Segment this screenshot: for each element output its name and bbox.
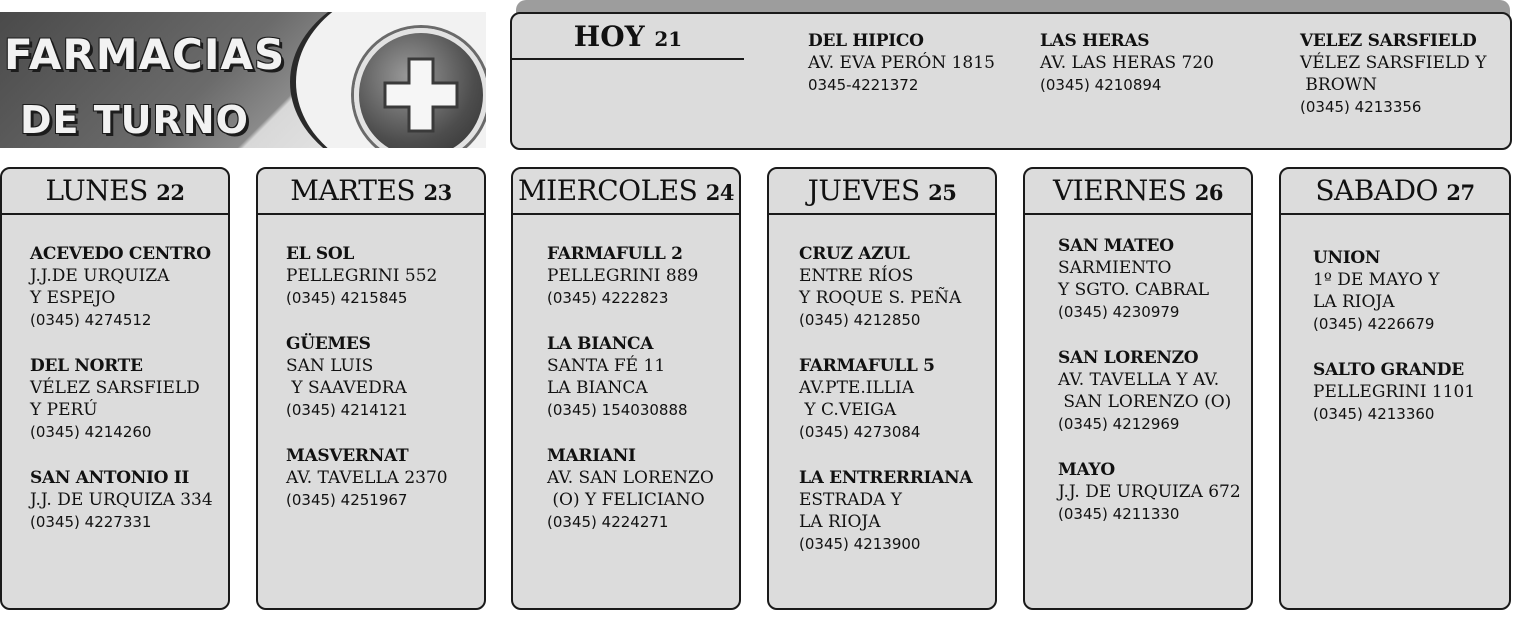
pharmacy-address-line: PELLEGRINI 552 bbox=[286, 266, 438, 286]
pharmacy-address-line: Y SAAVEDRA bbox=[286, 378, 407, 398]
pharmacy-entry bbox=[799, 355, 995, 443]
pharmacy-name: LA BIANCA bbox=[547, 334, 654, 354]
day-column-miercoles bbox=[511, 167, 741, 610]
pharmacy-address-line: AV. TAVELLA Y AV. bbox=[1058, 370, 1220, 390]
pharmacy-address-line: Y ESPEJO bbox=[30, 288, 116, 308]
pharmacy-phone: (0345) 4210894 bbox=[1040, 76, 1162, 94]
pharmacy-entry bbox=[30, 467, 228, 533]
pharmacy-phone: (0345) 4212850 bbox=[799, 311, 921, 329]
pharmacy-address-line: VÉLEZ SARSFIELD Y bbox=[1300, 53, 1487, 73]
pharmacy-address-line: LA BIANCA bbox=[547, 378, 648, 398]
pharmacy-list bbox=[2, 215, 228, 533]
today-pharmacy bbox=[808, 30, 1018, 96]
pharmacy-entry bbox=[286, 445, 484, 511]
pharmacy-entry bbox=[799, 467, 995, 555]
pharmacy-name: LA ENTRERRIANA bbox=[799, 468, 973, 488]
pharmacy-phone: (0345) 4251967 bbox=[286, 491, 408, 509]
pharmacy-entry bbox=[286, 333, 484, 421]
day-heading bbox=[1281, 169, 1509, 215]
pharmacy-address-line: J.J. DE URQUIZA 334 bbox=[30, 490, 213, 510]
medical-cross-icon bbox=[354, 28, 486, 148]
logo-title-line2: DE TURNO bbox=[20, 98, 249, 142]
pharmacy-name: EL SOL bbox=[286, 244, 355, 264]
pharmacy-phone: (0345) 4222823 bbox=[547, 289, 669, 307]
pharmacy-phone: (0345) 4273084 bbox=[799, 423, 921, 441]
pharmacy-phone: (0345) 4212969 bbox=[1058, 415, 1180, 433]
pharmacy-address-line: (O) Y FELICIANO bbox=[547, 490, 705, 510]
pharmacy-name: DEL NORTE bbox=[30, 356, 143, 376]
pharmacy-name: LAS HERAS bbox=[1040, 31, 1150, 51]
pharmacy-name: UNION bbox=[1313, 248, 1381, 268]
pharmacy-address-line: LA RIOJA bbox=[1313, 292, 1395, 312]
day-number: 24 bbox=[705, 180, 734, 205]
pharmacy-name: DEL HIPICO bbox=[808, 31, 924, 51]
today-pharmacy bbox=[1300, 30, 1510, 118]
pharmacy-entry bbox=[30, 355, 228, 443]
day-label: MARTES bbox=[290, 174, 416, 207]
pharmacy-name: ACEVEDO CENTRO bbox=[30, 244, 211, 264]
pharmacy-address-line: SARMIENTO bbox=[1058, 258, 1172, 278]
pharmacy-list bbox=[1025, 215, 1251, 525]
pharmacy-phone: (0345) 4226679 bbox=[1313, 315, 1435, 333]
day-column-lunes bbox=[0, 167, 230, 610]
pharmacy-entry bbox=[1313, 359, 1509, 425]
pharmacy-address-line: PELLEGRINI 889 bbox=[547, 266, 699, 286]
today-heading bbox=[512, 20, 744, 53]
pharmacy-name: MARIANI bbox=[547, 446, 636, 466]
today-day-number: 21 bbox=[654, 27, 683, 51]
day-heading bbox=[2, 169, 228, 215]
pharmacy-phone: (0345) 4227331 bbox=[30, 513, 152, 531]
pharmacy-phone: (0345) 4274512 bbox=[30, 311, 152, 329]
pharmacy-address-line: Y ROQUE S. PEÑA bbox=[799, 288, 962, 308]
pharmacy-address-line: AV. EVA PERÓN 1815 bbox=[808, 53, 995, 73]
pharmacy-phone: (0345) 4224271 bbox=[547, 513, 669, 531]
header-logo bbox=[0, 12, 486, 148]
day-heading bbox=[769, 169, 995, 215]
pharmacy-entry bbox=[799, 243, 995, 331]
day-label: SABADO bbox=[1315, 174, 1438, 207]
day-column-martes bbox=[256, 167, 486, 610]
pharmacy-name: MAYO bbox=[1058, 460, 1115, 480]
pharmacy-entry bbox=[547, 333, 739, 421]
day-number: 26 bbox=[1194, 180, 1224, 205]
pharmacy-address-line: LA RIOJA bbox=[799, 512, 881, 532]
today-pharmacy bbox=[1040, 30, 1250, 96]
pharmacy-entry bbox=[547, 445, 739, 533]
pharmacy-entry bbox=[1313, 247, 1509, 335]
pharmacy-name: GÜEMES bbox=[286, 334, 371, 354]
pharmacy-list bbox=[769, 215, 995, 555]
pharmacy-address-line: Y PERÚ bbox=[30, 400, 98, 420]
pharmacy-phone: (0345) 4211330 bbox=[1058, 505, 1180, 523]
day-label: MIERCOLES bbox=[518, 174, 698, 207]
day-heading bbox=[258, 169, 484, 215]
pharmacy-list bbox=[258, 215, 484, 511]
day-column-jueves bbox=[767, 167, 997, 610]
pharmacy-phone: (0345) 154030888 bbox=[547, 401, 688, 419]
pharmacy-name: SALTO GRANDE bbox=[1313, 360, 1464, 380]
logo-title-line1: FARMACIAS bbox=[4, 30, 286, 79]
pharmacy-entry bbox=[1058, 235, 1251, 323]
day-number: 23 bbox=[423, 180, 452, 205]
day-column-sabado bbox=[1279, 167, 1511, 610]
day-heading bbox=[513, 169, 739, 215]
pharmacy-list bbox=[1281, 215, 1509, 425]
day-number: 27 bbox=[1446, 180, 1475, 205]
pharmacy-phone: (0345) 4214260 bbox=[30, 423, 152, 441]
pharmacy-name: SAN LORENZO bbox=[1058, 348, 1199, 368]
pharmacy-entry bbox=[547, 243, 739, 309]
day-number: 22 bbox=[156, 180, 185, 205]
pharmacy-address-line: SANTA FÉ 11 bbox=[547, 356, 666, 376]
pharmacy-address-line: ESTRADA Y bbox=[799, 490, 903, 510]
pharmacy-address-line: J.J.DE URQUIZA bbox=[30, 266, 170, 286]
pharmacy-phone: (0345) 4214121 bbox=[286, 401, 408, 419]
pharmacy-address-line: SAN LORENZO (O) bbox=[1058, 392, 1232, 412]
pharmacy-name: CRUZ AZUL bbox=[799, 244, 910, 264]
pharmacy-list bbox=[513, 215, 739, 533]
pharmacy-address-line: AV.PTE.ILLIA bbox=[799, 378, 915, 398]
pharmacy-name: FARMAFULL 2 bbox=[547, 244, 683, 264]
pharmacy-address-line: AV. LAS HERAS 720 bbox=[1040, 53, 1214, 73]
pharmacy-address-line: Y SGTO. CABRAL bbox=[1058, 280, 1210, 300]
day-label: JUEVES bbox=[807, 174, 920, 207]
pharmacy-phone: (0345) 4213360 bbox=[1313, 405, 1435, 423]
pharmacy-address-line: 1º DE MAYO Y bbox=[1313, 270, 1440, 290]
pharmacy-address-line: SAN LUIS bbox=[286, 356, 374, 376]
day-number: 25 bbox=[928, 180, 957, 205]
day-column-viernes bbox=[1023, 167, 1253, 610]
pharmacy-name: MASVERNAT bbox=[286, 446, 409, 466]
pharmacy-entry bbox=[286, 243, 484, 309]
day-label: LUNES bbox=[45, 174, 148, 207]
pharmacy-name: VELEZ SARSFIELD bbox=[1300, 31, 1477, 51]
day-label: VIERNES bbox=[1052, 174, 1187, 207]
pharmacy-name: SAN MATEO bbox=[1058, 236, 1174, 256]
pharmacy-entry bbox=[30, 243, 228, 331]
pharmacy-name: FARMAFULL 5 bbox=[799, 356, 935, 376]
pharmacy-address-line: ENTRE RÍOS bbox=[799, 266, 914, 286]
pharmacy-address-line: AV. SAN LORENZO bbox=[547, 468, 714, 488]
pharmacy-entry bbox=[1058, 347, 1251, 435]
pharmacy-entry bbox=[1058, 459, 1251, 525]
today-heading-rule bbox=[512, 58, 744, 60]
day-heading bbox=[1025, 169, 1251, 215]
pharmacy-address-line: VÉLEZ SARSFIELD bbox=[30, 378, 200, 398]
pharmacy-address-line: AV. TAVELLA 2370 bbox=[286, 468, 448, 488]
pharmacy-name: SAN ANTONIO II bbox=[30, 468, 190, 488]
pharmacy-phone: (0345) 4213356 bbox=[1300, 98, 1422, 116]
pharmacy-phone: (0345) 4230979 bbox=[1058, 303, 1180, 321]
pharmacy-phone: (0345) 4213900 bbox=[799, 535, 921, 553]
today-panel bbox=[510, 12, 1512, 150]
pharmacy-address-line: J.J. DE URQUIZA 672 bbox=[1058, 482, 1241, 502]
pharmacy-phone: (0345) 4215845 bbox=[286, 289, 408, 307]
pharmacy-address-line: BROWN bbox=[1300, 75, 1377, 95]
pharmacy-address-line: Y C.VEIGA bbox=[799, 400, 897, 420]
today-label: HOY bbox=[573, 20, 645, 53]
pharmacy-address-line: PELLEGRINI 1101 bbox=[1313, 382, 1476, 402]
pharmacy-phone: 0345-4221372 bbox=[808, 76, 919, 94]
